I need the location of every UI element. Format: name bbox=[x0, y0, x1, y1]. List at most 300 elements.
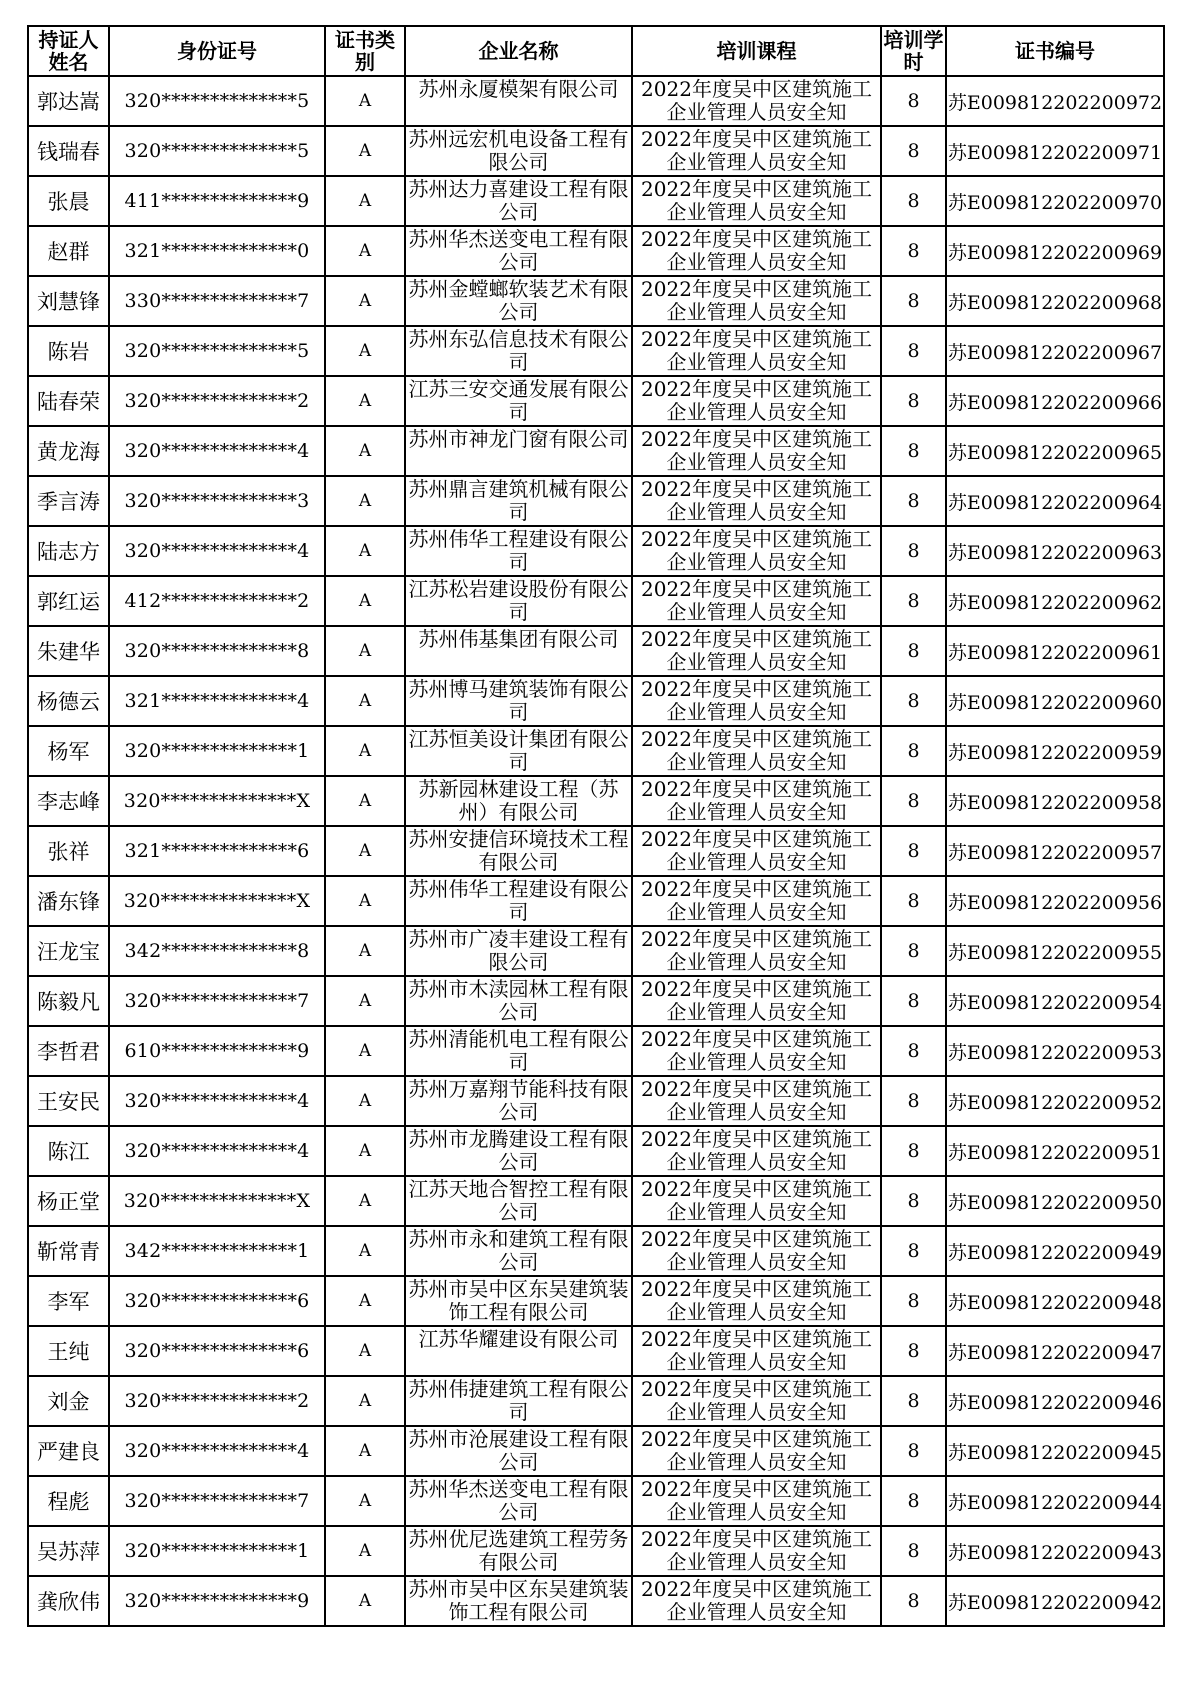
company-name bbox=[405, 1526, 632, 1576]
course-text: 2022年度吴中区建筑施工企业管理人员安全知 bbox=[641, 1578, 872, 1624]
certificate-category: A bbox=[325, 326, 405, 376]
certificate-number: 苏E009812202200959 bbox=[946, 726, 1164, 776]
id-number: 320**************6 bbox=[109, 1276, 325, 1326]
training-hours: 8 bbox=[881, 476, 946, 526]
course-text: 2022年度吴中区建筑施工企业管理人员安全知 bbox=[641, 1128, 872, 1174]
id-number: 320**************2 bbox=[109, 376, 325, 426]
holder-name: 黄龙海 bbox=[28, 426, 109, 476]
training-course bbox=[632, 776, 881, 826]
training-course bbox=[632, 1126, 881, 1176]
training-hours: 8 bbox=[881, 1476, 946, 1526]
company-text: 苏州华杰送变电工程有限公司 bbox=[408, 1478, 629, 1524]
company-text: 苏州伟基集团有限公司 bbox=[418, 628, 619, 651]
holder-name: 靳常青 bbox=[28, 1226, 109, 1276]
certificate-number: 苏E009812202200954 bbox=[946, 976, 1164, 1026]
course-text: 2022年度吴中区建筑施工企业管理人员安全知 bbox=[641, 578, 872, 624]
course-text: 2022年度吴中区建筑施工企业管理人员安全知 bbox=[641, 428, 872, 474]
id-number: 320**************4 bbox=[109, 1126, 325, 1176]
certificate-number: 苏E009812202200956 bbox=[946, 876, 1164, 926]
certificate-number: 苏E009812202200947 bbox=[946, 1326, 1164, 1376]
training-course bbox=[632, 1176, 881, 1226]
company-text: 苏州华杰送变电工程有限公司 bbox=[408, 228, 629, 274]
certificate-number: 苏E009812202200949 bbox=[946, 1226, 1164, 1276]
certificate-number: 苏E009812202200969 bbox=[946, 226, 1164, 276]
table-row bbox=[28, 76, 1164, 126]
company-name bbox=[405, 626, 632, 676]
table-row bbox=[28, 676, 1164, 726]
training-hours: 8 bbox=[881, 176, 946, 226]
holder-name: 钱瑞春 bbox=[28, 126, 109, 176]
id-number: 610**************9 bbox=[109, 1026, 325, 1076]
table-row bbox=[28, 826, 1164, 876]
certificate-category: A bbox=[325, 126, 405, 176]
table-row bbox=[28, 776, 1164, 826]
certificate-category: A bbox=[325, 526, 405, 576]
certificate-category: A bbox=[325, 426, 405, 476]
certificate-category: A bbox=[325, 1276, 405, 1326]
course-text: 2022年度吴中区建筑施工企业管理人员安全知 bbox=[641, 178, 872, 224]
certificate-number: 苏E009812202200960 bbox=[946, 676, 1164, 726]
header-name: 持证人姓名 bbox=[28, 26, 109, 76]
training-hours: 8 bbox=[881, 76, 946, 126]
training-course bbox=[632, 676, 881, 726]
course-text: 2022年度吴中区建筑施工企业管理人员安全知 bbox=[641, 1278, 872, 1324]
certificate-number: 苏E009812202200963 bbox=[946, 526, 1164, 576]
holder-name: 陆春荣 bbox=[28, 376, 109, 426]
company-name bbox=[405, 776, 632, 826]
training-course bbox=[632, 726, 881, 776]
course-text: 2022年度吴中区建筑施工企业管理人员安全知 bbox=[641, 478, 872, 524]
certificate-category: A bbox=[325, 626, 405, 676]
course-text: 2022年度吴中区建筑施工企业管理人员安全知 bbox=[641, 1328, 872, 1374]
course-text: 2022年度吴中区建筑施工企业管理人员安全知 bbox=[641, 828, 872, 874]
table-header bbox=[28, 26, 1164, 76]
table-row bbox=[28, 1026, 1164, 1076]
training-hours: 8 bbox=[881, 526, 946, 576]
holder-name: 潘东锋 bbox=[28, 876, 109, 926]
certificate-number: 苏E009812202200966 bbox=[946, 376, 1164, 426]
company-name bbox=[405, 1226, 632, 1276]
table-row bbox=[28, 476, 1164, 526]
company-name bbox=[405, 326, 632, 376]
certificate-number: 苏E009812202200951 bbox=[946, 1126, 1164, 1176]
certificate-category: A bbox=[325, 226, 405, 276]
certificate-number: 苏E009812202200944 bbox=[946, 1476, 1164, 1526]
company-name bbox=[405, 1176, 632, 1226]
id-number: 412**************2 bbox=[109, 576, 325, 626]
id-number: 320**************1 bbox=[109, 1526, 325, 1576]
holder-name: 季言涛 bbox=[28, 476, 109, 526]
table-row bbox=[28, 1276, 1164, 1326]
company-name bbox=[405, 526, 632, 576]
training-course bbox=[632, 1076, 881, 1126]
course-text: 2022年度吴中区建筑施工企业管理人员安全知 bbox=[641, 1528, 872, 1574]
course-text: 2022年度吴中区建筑施工企业管理人员安全知 bbox=[641, 1228, 872, 1274]
id-number: 342**************1 bbox=[109, 1226, 325, 1276]
table-row bbox=[28, 126, 1164, 176]
certificate-category: A bbox=[325, 1176, 405, 1226]
training-course bbox=[632, 926, 881, 976]
training-hours: 8 bbox=[881, 776, 946, 826]
course-text: 2022年度吴中区建筑施工企业管理人员安全知 bbox=[641, 628, 872, 674]
company-name bbox=[405, 76, 632, 126]
certificate-category: A bbox=[325, 1226, 405, 1276]
holder-name: 陈岩 bbox=[28, 326, 109, 376]
course-text: 2022年度吴中区建筑施工企业管理人员安全知 bbox=[641, 128, 872, 174]
course-text: 2022年度吴中区建筑施工企业管理人员安全知 bbox=[641, 1378, 872, 1424]
holder-name: 陈江 bbox=[28, 1126, 109, 1176]
company-text: 苏州伟捷建筑工程有限公司 bbox=[408, 1378, 629, 1424]
certificate-number: 苏E009812202200945 bbox=[946, 1426, 1164, 1476]
training-course bbox=[632, 1026, 881, 1076]
certificate-category: A bbox=[325, 976, 405, 1026]
table-row bbox=[28, 1076, 1164, 1126]
certificate-number: 苏E009812202200948 bbox=[946, 1276, 1164, 1326]
table-row bbox=[28, 1326, 1164, 1376]
certificate-number: 苏E009812202200950 bbox=[946, 1176, 1164, 1226]
training-course bbox=[632, 476, 881, 526]
company-text: 江苏华耀建设有限公司 bbox=[418, 1328, 619, 1351]
company-name bbox=[405, 1126, 632, 1176]
company-text: 江苏三安交通发展有限公司 bbox=[408, 378, 629, 424]
training-course bbox=[632, 1276, 881, 1326]
certificate-number: 苏E009812202200972 bbox=[946, 76, 1164, 126]
company-text: 苏州市神龙门窗有限公司 bbox=[408, 428, 629, 451]
company-name bbox=[405, 126, 632, 176]
training-hours: 8 bbox=[881, 126, 946, 176]
training-course bbox=[632, 826, 881, 876]
course-text: 2022年度吴中区建筑施工企业管理人员安全知 bbox=[641, 678, 872, 724]
company-name bbox=[405, 1026, 632, 1076]
id-number: 321**************6 bbox=[109, 826, 325, 876]
holder-name: 郭红运 bbox=[28, 576, 109, 626]
training-hours: 8 bbox=[881, 376, 946, 426]
id-number: 320**************5 bbox=[109, 126, 325, 176]
training-hours: 8 bbox=[881, 626, 946, 676]
holder-name: 程彪 bbox=[28, 1476, 109, 1526]
training-course bbox=[632, 1426, 881, 1476]
id-number: 321**************0 bbox=[109, 226, 325, 276]
table-row bbox=[28, 426, 1164, 476]
certificate-category: A bbox=[325, 1076, 405, 1126]
company-text: 江苏天地合智控工程有限公司 bbox=[408, 1178, 629, 1224]
training-hours: 8 bbox=[881, 976, 946, 1026]
training-course bbox=[632, 176, 881, 226]
holder-name: 王安民 bbox=[28, 1076, 109, 1126]
table-row bbox=[28, 576, 1164, 626]
id-number: 320**************X bbox=[109, 876, 325, 926]
company-name bbox=[405, 426, 632, 476]
training-course bbox=[632, 376, 881, 426]
course-text: 2022年度吴中区建筑施工企业管理人员安全知 bbox=[641, 378, 872, 424]
certificate-number: 苏E009812202200958 bbox=[946, 776, 1164, 826]
table-row bbox=[28, 226, 1164, 276]
certificate-number: 苏E009812202200961 bbox=[946, 626, 1164, 676]
table-row bbox=[28, 726, 1164, 776]
holder-name: 李军 bbox=[28, 1276, 109, 1326]
course-text: 2022年度吴中区建筑施工企业管理人员安全知 bbox=[641, 528, 872, 574]
certificate-number: 苏E009812202200971 bbox=[946, 126, 1164, 176]
certificate-number: 苏E009812202200943 bbox=[946, 1526, 1164, 1576]
company-text: 苏州市龙腾建设工程有限公司 bbox=[408, 1128, 629, 1174]
company-text: 苏州万嘉翔节能科技有限公司 bbox=[408, 1078, 629, 1124]
holder-name: 汪龙宝 bbox=[28, 926, 109, 976]
company-text: 苏州远宏机电设备工程有限公司 bbox=[408, 128, 629, 174]
company-text: 苏州市沧展建设工程有限公司 bbox=[408, 1428, 629, 1474]
certificate-number: 苏E009812202200965 bbox=[946, 426, 1164, 476]
holder-name: 陆志方 bbox=[28, 526, 109, 576]
training-hours: 8 bbox=[881, 926, 946, 976]
certificate-category: A bbox=[325, 176, 405, 226]
company-text: 江苏恒美设计集团有限公司 bbox=[408, 728, 629, 774]
company-name bbox=[405, 1476, 632, 1526]
holder-name: 陈毅凡 bbox=[28, 976, 109, 1026]
header-id: 身份证号 bbox=[109, 26, 325, 76]
course-text: 2022年度吴中区建筑施工企业管理人员安全知 bbox=[641, 1028, 872, 1074]
company-text: 苏州市吴中区东吴建筑装饰工程有限公司 bbox=[408, 1278, 629, 1324]
training-hours: 8 bbox=[881, 726, 946, 776]
training-hours: 8 bbox=[881, 1226, 946, 1276]
training-course bbox=[632, 1376, 881, 1426]
company-text: 苏州安捷信环境技术工程有限公司 bbox=[408, 828, 629, 874]
table-row bbox=[28, 976, 1164, 1026]
holder-name: 朱建华 bbox=[28, 626, 109, 676]
company-name bbox=[405, 226, 632, 276]
company-text: 苏州市吴中区东吴建筑装饰工程有限公司 bbox=[408, 1578, 629, 1624]
id-number: 320**************4 bbox=[109, 526, 325, 576]
company-name bbox=[405, 376, 632, 426]
training-hours: 8 bbox=[881, 876, 946, 926]
id-number: 330**************7 bbox=[109, 276, 325, 326]
company-name bbox=[405, 576, 632, 626]
course-text: 2022年度吴中区建筑施工企业管理人员安全知 bbox=[641, 228, 872, 274]
course-text: 2022年度吴中区建筑施工企业管理人员安全知 bbox=[641, 1428, 872, 1474]
certificate-category: A bbox=[325, 776, 405, 826]
certificate-number: 苏E009812202200962 bbox=[946, 576, 1164, 626]
course-text: 2022年度吴中区建筑施工企业管理人员安全知 bbox=[641, 278, 872, 324]
training-hours: 8 bbox=[881, 1526, 946, 1576]
certificate-category: A bbox=[325, 876, 405, 926]
id-number: 320**************8 bbox=[109, 626, 325, 676]
holder-name: 刘金 bbox=[28, 1376, 109, 1426]
table-row bbox=[28, 1426, 1164, 1476]
training-course bbox=[632, 1326, 881, 1376]
course-text: 2022年度吴中区建筑施工企业管理人员安全知 bbox=[641, 778, 872, 824]
header-category: 证书类别 bbox=[325, 26, 405, 76]
company-text: 苏州市广凌丰建设工程有限公司 bbox=[408, 928, 629, 974]
training-course bbox=[632, 526, 881, 576]
id-number: 320**************9 bbox=[109, 1576, 325, 1626]
training-course bbox=[632, 326, 881, 376]
holder-name: 张晨 bbox=[28, 176, 109, 226]
training-hours: 8 bbox=[881, 226, 946, 276]
table-row bbox=[28, 1376, 1164, 1426]
course-text: 2022年度吴中区建筑施工企业管理人员安全知 bbox=[641, 328, 872, 374]
certificate-number: 苏E009812202200946 bbox=[946, 1376, 1164, 1426]
company-text: 苏州达力喜建设工程有限公司 bbox=[408, 178, 629, 224]
company-name bbox=[405, 1426, 632, 1476]
holder-name: 杨正堂 bbox=[28, 1176, 109, 1226]
company-name bbox=[405, 876, 632, 926]
header-company: 企业名称 bbox=[405, 26, 632, 76]
company-text: 苏州伟华工程建设有限公司 bbox=[408, 878, 629, 924]
certificate-category: A bbox=[325, 1126, 405, 1176]
table-row bbox=[28, 326, 1164, 376]
company-name bbox=[405, 476, 632, 526]
id-number: 320**************7 bbox=[109, 976, 325, 1026]
certificate-category: A bbox=[325, 1376, 405, 1426]
company-name bbox=[405, 676, 632, 726]
training-hours: 8 bbox=[881, 1176, 946, 1226]
certificate-category: A bbox=[325, 1026, 405, 1076]
company-name bbox=[405, 1276, 632, 1326]
training-course bbox=[632, 426, 881, 476]
id-number: 342**************8 bbox=[109, 926, 325, 976]
company-name bbox=[405, 1326, 632, 1376]
certificate-number: 苏E009812202200952 bbox=[946, 1076, 1164, 1126]
header-row bbox=[28, 26, 1164, 76]
table-row bbox=[28, 876, 1164, 926]
training-hours: 8 bbox=[881, 426, 946, 476]
holder-name: 赵群 bbox=[28, 226, 109, 276]
id-number: 320**************4 bbox=[109, 1076, 325, 1126]
training-hours: 8 bbox=[881, 276, 946, 326]
training-hours: 8 bbox=[881, 1126, 946, 1176]
training-course bbox=[632, 226, 881, 276]
certificate-category: A bbox=[325, 376, 405, 426]
company-name bbox=[405, 826, 632, 876]
certificate-number: 苏E009812202200953 bbox=[946, 1026, 1164, 1076]
certificate-number: 苏E009812202200955 bbox=[946, 926, 1164, 976]
holder-name: 李志峰 bbox=[28, 776, 109, 826]
id-number: 320**************4 bbox=[109, 1426, 325, 1476]
certificate-category: A bbox=[325, 1526, 405, 1576]
holder-name: 刘慧锋 bbox=[28, 276, 109, 326]
id-number: 320**************6 bbox=[109, 1326, 325, 1376]
certificate-number: 苏E009812202200957 bbox=[946, 826, 1164, 876]
id-number: 320**************7 bbox=[109, 1476, 325, 1526]
id-number: 320**************3 bbox=[109, 476, 325, 526]
training-hours: 8 bbox=[881, 1276, 946, 1326]
training-hours: 8 bbox=[881, 576, 946, 626]
company-name bbox=[405, 976, 632, 1026]
certificate-number: 苏E009812202200967 bbox=[946, 326, 1164, 376]
course-text: 2022年度吴中区建筑施工企业管理人员安全知 bbox=[641, 78, 872, 124]
training-course bbox=[632, 126, 881, 176]
header-course: 培训课程 bbox=[632, 26, 881, 76]
company-text: 苏州金螳螂软装艺术有限公司 bbox=[408, 278, 629, 324]
table-row bbox=[28, 926, 1164, 976]
id-number: 320**************1 bbox=[109, 726, 325, 776]
table-row bbox=[28, 1126, 1164, 1176]
holder-name: 吴苏萍 bbox=[28, 1526, 109, 1576]
company-name bbox=[405, 1576, 632, 1626]
course-text: 2022年度吴中区建筑施工企业管理人员安全知 bbox=[641, 928, 872, 974]
training-course bbox=[632, 76, 881, 126]
id-number: 320**************X bbox=[109, 776, 325, 826]
company-name bbox=[405, 276, 632, 326]
company-text: 苏州鼎言建筑机械有限公司 bbox=[408, 478, 629, 524]
table-body bbox=[28, 76, 1164, 1626]
training-hours: 8 bbox=[881, 1326, 946, 1376]
company-text: 苏新园林建设工程（苏州）有限公司 bbox=[418, 778, 619, 824]
table-row bbox=[28, 626, 1164, 676]
certificate-category: A bbox=[325, 726, 405, 776]
holder-name: 龚欣伟 bbox=[28, 1576, 109, 1626]
company-name bbox=[405, 1376, 632, 1426]
course-text: 2022年度吴中区建筑施工企业管理人员安全知 bbox=[641, 728, 872, 774]
certificate-number: 苏E009812202200942 bbox=[946, 1576, 1164, 1626]
id-number: 320**************5 bbox=[109, 326, 325, 376]
certificate-category: A bbox=[325, 476, 405, 526]
id-number: 320**************2 bbox=[109, 1376, 325, 1426]
company-name bbox=[405, 926, 632, 976]
certificate-category: A bbox=[325, 1576, 405, 1626]
holder-name: 李哲君 bbox=[28, 1026, 109, 1076]
training-course bbox=[632, 626, 881, 676]
id-number: 320**************4 bbox=[109, 426, 325, 476]
table-row bbox=[28, 1176, 1164, 1226]
company-text: 苏州清能机电工程有限公司 bbox=[408, 1028, 629, 1074]
table-row bbox=[28, 176, 1164, 226]
certificate-category: A bbox=[325, 76, 405, 126]
training-course bbox=[632, 576, 881, 626]
holder-name: 郭达嵩 bbox=[28, 76, 109, 126]
certificate-number: 苏E009812202200968 bbox=[946, 276, 1164, 326]
training-course bbox=[632, 1576, 881, 1626]
table-row bbox=[28, 1576, 1164, 1626]
holder-name: 杨军 bbox=[28, 726, 109, 776]
certificate-category: A bbox=[325, 1476, 405, 1526]
training-hours: 8 bbox=[881, 1576, 946, 1626]
training-course bbox=[632, 976, 881, 1026]
company-text: 苏州伟华工程建设有限公司 bbox=[408, 528, 629, 574]
company-text: 苏州博马建筑装饰有限公司 bbox=[408, 678, 629, 724]
company-name bbox=[405, 726, 632, 776]
document-page bbox=[27, 25, 1163, 1627]
training-hours: 8 bbox=[881, 1076, 946, 1126]
training-hours: 8 bbox=[881, 326, 946, 376]
company-text: 苏州优尼选建筑工程劳务有限公司 bbox=[408, 1528, 629, 1574]
id-number: 320**************X bbox=[109, 1176, 325, 1226]
course-text: 2022年度吴中区建筑施工企业管理人员安全知 bbox=[641, 878, 872, 924]
id-number: 321**************4 bbox=[109, 676, 325, 726]
table-row bbox=[28, 1526, 1164, 1576]
training-hours: 8 bbox=[881, 1426, 946, 1476]
holder-name: 严建良 bbox=[28, 1426, 109, 1476]
certificate-category: A bbox=[325, 926, 405, 976]
training-course bbox=[632, 1476, 881, 1526]
training-hours: 8 bbox=[881, 1376, 946, 1426]
training-hours: 8 bbox=[881, 826, 946, 876]
header-hours: 培训学时 bbox=[881, 26, 946, 76]
id-number: 320**************5 bbox=[109, 76, 325, 126]
certificate-category: A bbox=[325, 276, 405, 326]
table-row bbox=[28, 276, 1164, 326]
holder-name: 杨德云 bbox=[28, 676, 109, 726]
company-name bbox=[405, 176, 632, 226]
certificate-number: 苏E009812202200964 bbox=[946, 476, 1164, 526]
table-row bbox=[28, 1476, 1164, 1526]
company-name bbox=[405, 1076, 632, 1126]
course-text: 2022年度吴中区建筑施工企业管理人员安全知 bbox=[641, 1478, 872, 1524]
company-text: 苏州市木渎园林工程有限公司 bbox=[408, 978, 629, 1024]
table-row bbox=[28, 376, 1164, 426]
training-course bbox=[632, 276, 881, 326]
certificate-category: A bbox=[325, 826, 405, 876]
certificate-table bbox=[27, 25, 1165, 1627]
training-course bbox=[632, 1226, 881, 1276]
